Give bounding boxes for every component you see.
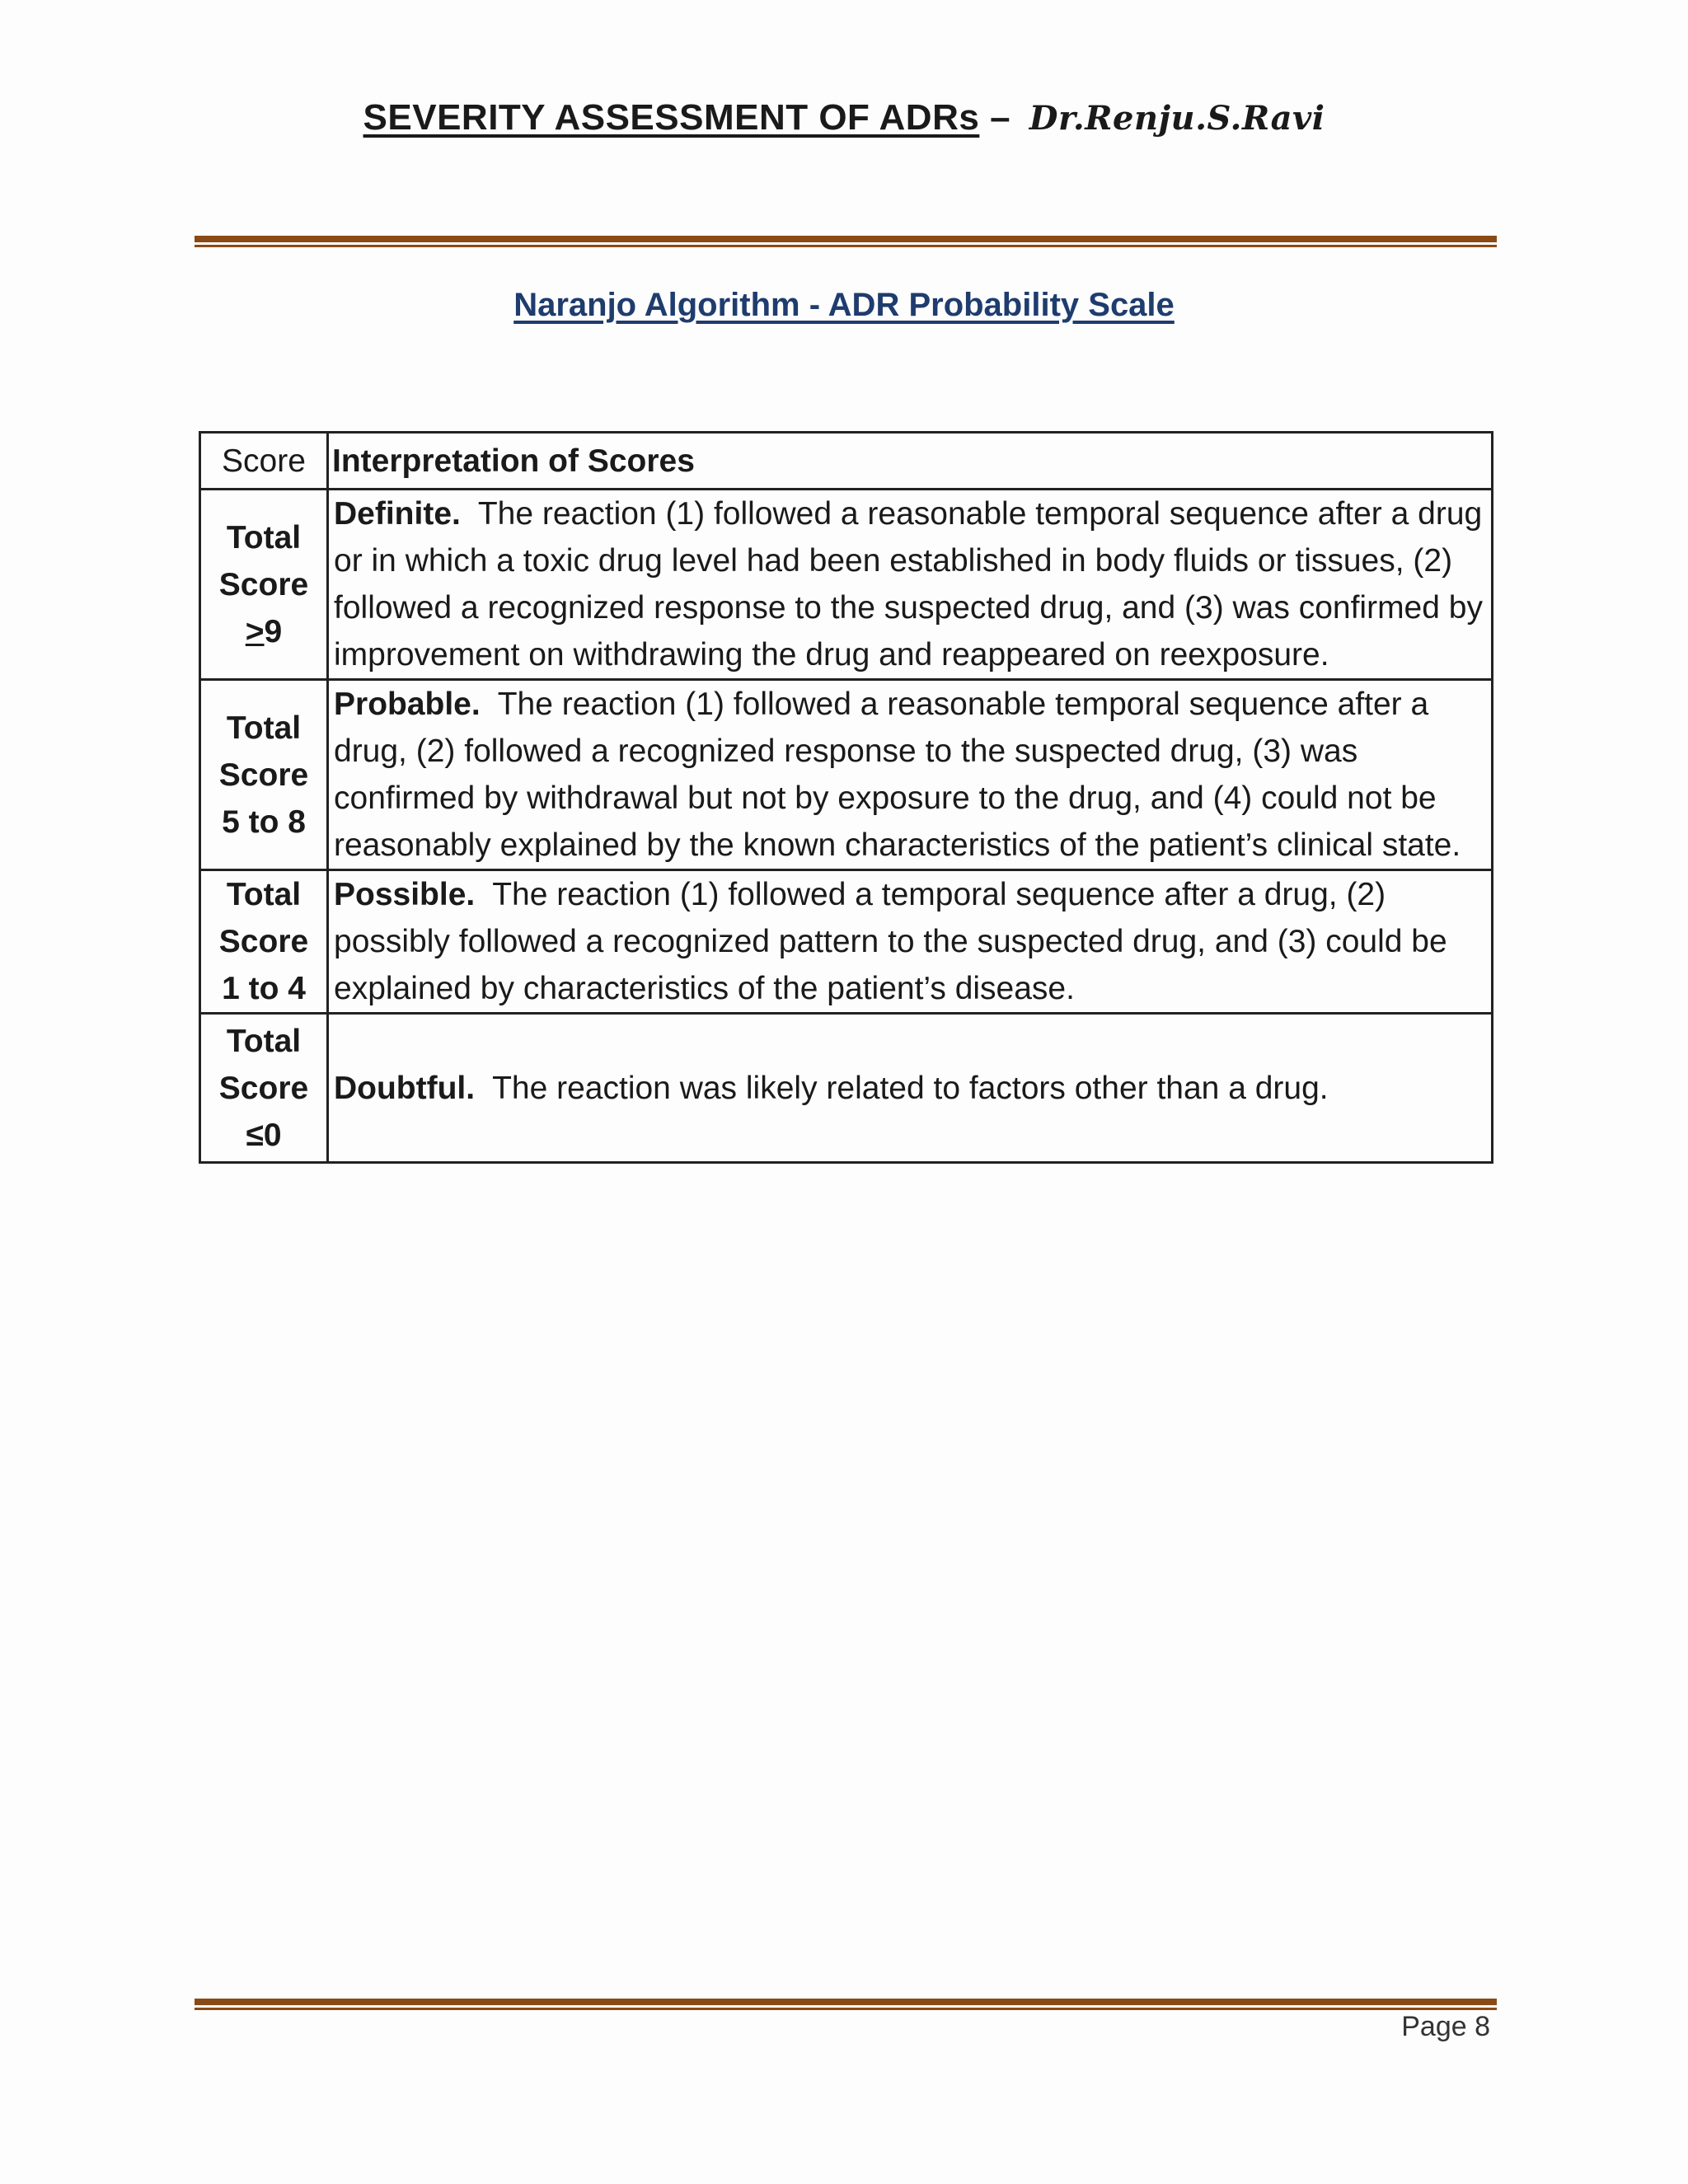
score-cell <box>200 1014 328 1163</box>
score-line: Score <box>218 924 309 959</box>
header-author: Dr.Renju.S.Ravi <box>1029 99 1325 138</box>
score-line: 5 to 8 <box>222 804 306 840</box>
score-line: Total <box>226 710 302 746</box>
interpretation-cell <box>328 680 1493 870</box>
score-cell <box>200 870 328 1014</box>
score-line: Total <box>226 877 302 912</box>
category-description: The reaction (1) followed a reasonable temporal sequence after a drug or in which a toxic drug level had been established in body fluids or tissues, (2) followed a recognized response to the suspected drug, and (3) was confirmed by improvement on withdrawing the drug and reappeared on reexposure. <box>334 496 1483 673</box>
score-cell <box>200 680 328 870</box>
category-label: Definite. <box>334 496 461 532</box>
score-value <box>204 608 323 655</box>
score-line: Total <box>226 519 302 555</box>
footer-divider <box>195 1999 1497 2010</box>
category-description: The reaction was likely related to factors other than a drug. <box>492 1070 1329 1106</box>
probability-scale-table <box>199 431 1493 1164</box>
table-row-doubtful <box>200 1014 1493 1163</box>
table-row-probable <box>200 680 1493 870</box>
header-divider <box>195 236 1497 247</box>
category-label: Doubtful. <box>334 1070 476 1106</box>
interpretation-cell <box>328 490 1493 680</box>
score-line: ≤0 <box>246 1117 282 1153</box>
header-title: SEVERITY ASSESSMENT OF ADRs <box>363 97 980 138</box>
score-line: 1 to 4 <box>222 971 306 1006</box>
score-column-header: Score <box>200 433 328 490</box>
category-description: The reaction (1) followed a temporal sequence after a drug, (2) possibly followed a recognized pattern to the suspected drug, and (3) could be explained by characteristics of the patient’s disease. <box>334 877 1447 1006</box>
category-description: The reaction (1) followed a reasonable temporal sequence after a drug, (2) followed a recognized response to the suspected drug, (3) was confirmed by withdrawal but not by exposure to the drug, and (4) could not be reasonably explained by the known characteristics of the patient’s clinical state. <box>334 687 1461 863</box>
table-row-possible <box>200 870 1493 1014</box>
score-symbol: > <box>245 613 265 649</box>
category-label: Probable. <box>334 687 481 722</box>
table-header-row <box>200 433 1493 490</box>
score-line: Score <box>218 566 309 602</box>
score-line: Total <box>226 1023 302 1059</box>
document-title: Naranjo Algorithm - ADR Probability Scale <box>513 287 1175 323</box>
score-line: Score <box>218 757 309 793</box>
page-number: Page 8 <box>1401 2011 1490 2042</box>
interpretation-cell <box>328 870 1493 1014</box>
score-line: Score <box>218 1070 309 1106</box>
score-cell <box>200 490 328 680</box>
category-label: Possible. <box>334 877 476 912</box>
page-header <box>0 97 1688 138</box>
interpretation-cell <box>328 1014 1493 1163</box>
interpretation-column-header: Interpretation of Scores <box>328 433 1493 490</box>
table-row-definite <box>200 490 1493 680</box>
score-number: 9 <box>264 613 283 649</box>
header-dash: – <box>990 97 1011 138</box>
